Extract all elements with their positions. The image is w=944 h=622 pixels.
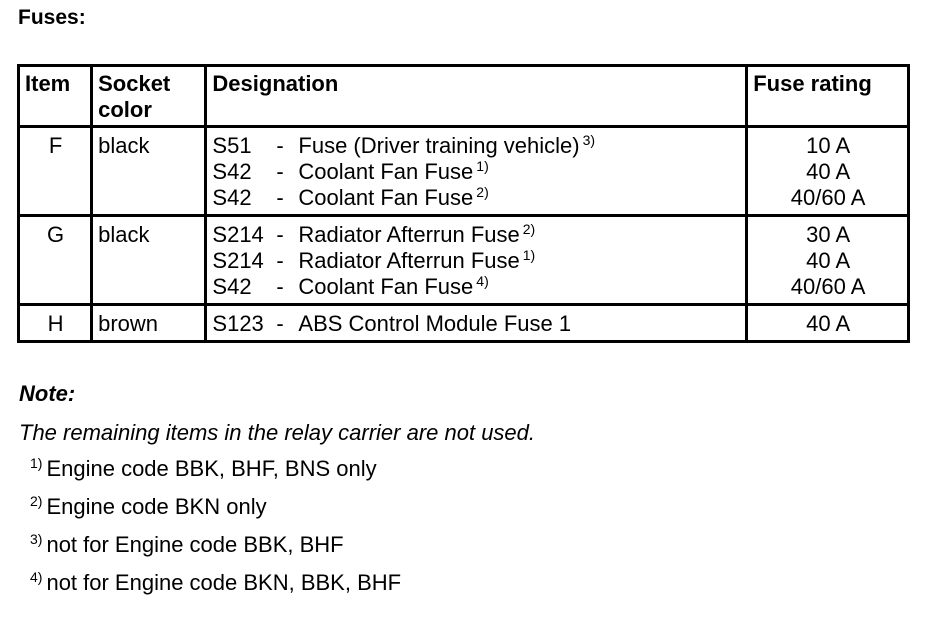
fuse-label: Coolant Fan Fuse — [298, 274, 474, 299]
designation-cell — [206, 127, 747, 216]
fuse-rating-value: 10 A — [806, 133, 851, 158]
designation-line — [212, 274, 741, 300]
note-title: Note: — [19, 381, 76, 406]
separator-dash: - — [276, 185, 284, 210]
footnote-marker: 2) — [30, 493, 43, 509]
item-cell: F — [19, 127, 92, 216]
designation-line — [212, 185, 741, 211]
footnote-ref: 1) — [522, 247, 536, 263]
fuse-rating-value: 40 A — [806, 311, 851, 336]
fuse-label: Coolant Fan Fuse — [298, 185, 474, 210]
footnote-text: Engine code BBK, BHF, BNS only — [46, 456, 377, 481]
separator-dash: - — [276, 133, 284, 158]
separator-dash: - — [276, 274, 284, 299]
fuse-rating-cell — [747, 127, 909, 216]
header-designation: Designation — [206, 66, 747, 127]
note-text: The remaining items in the relay carrier are not used. — [19, 420, 536, 445]
footnote-text: not for Engine code BBK, BHF — [46, 532, 344, 557]
fuse-rating-value: 40/60 A — [790, 185, 866, 210]
header-fuse-rating: Fuse rating — [747, 66, 909, 127]
designation-line — [212, 311, 741, 337]
footnote-item — [30, 570, 401, 608]
designation-cell — [206, 216, 747, 305]
fuse-code: S42 — [212, 274, 252, 299]
designation-line — [212, 248, 741, 274]
fuse-label: Coolant Fan Fuse — [298, 159, 474, 184]
separator-dash: - — [276, 222, 284, 247]
table-row — [19, 305, 909, 342]
footnote-marker: 4) — [30, 569, 43, 585]
item-cell: G — [19, 216, 92, 305]
footnote-item — [30, 532, 401, 570]
fuse-label: Radiator Afterrun Fuse — [298, 248, 520, 273]
footnote-text: Engine code BKN only — [46, 494, 267, 519]
fuse-table — [17, 64, 910, 343]
fuse-rating-value: 40 A — [806, 248, 851, 273]
footnote-text: not for Engine code BKN, BBK, BHF — [46, 570, 402, 595]
footnote-list — [30, 456, 401, 608]
table-row — [19, 127, 909, 216]
footnote-item — [30, 456, 401, 494]
fuse-label: Radiator Afterrun Fuse — [298, 222, 520, 247]
footnote-ref: 2) — [522, 221, 536, 237]
fuse-rating-cell — [747, 305, 909, 342]
fuse-label: ABS Control Module Fuse 1 — [298, 311, 572, 336]
fuse-rating-cell — [747, 216, 909, 305]
table-header-row — [19, 66, 909, 127]
socket-color-cell: brown — [92, 305, 206, 342]
designation-line — [212, 159, 741, 185]
separator-dash: - — [276, 311, 284, 336]
designation-cell — [206, 305, 747, 342]
fuse-rating-value: 40/60 A — [790, 274, 866, 299]
footnote-marker: 3) — [30, 531, 43, 547]
footnote-ref: 4) — [476, 273, 489, 289]
table-row — [19, 216, 909, 305]
fuse-code: S42 — [212, 159, 252, 184]
separator-dash: - — [276, 159, 284, 184]
page-heading: Fuses: — [18, 6, 86, 29]
header-socket-color-line2: color — [98, 97, 152, 122]
designation-line — [212, 222, 741, 248]
footnote-ref: 1) — [476, 158, 489, 174]
footnote-item — [30, 494, 401, 532]
fuse-code: S214 — [212, 248, 264, 273]
header-socket-color-line1: Socket — [98, 71, 171, 96]
separator-dash: - — [276, 248, 284, 273]
fuse-rating-value: 40 A — [806, 159, 851, 184]
fuse-code: S51 — [212, 133, 252, 158]
fuse-code: S42 — [212, 185, 252, 210]
designation-line — [212, 133, 741, 159]
fuse-code: S123 — [212, 311, 264, 336]
fuse-label: Fuse (Driver training vehicle) — [298, 133, 580, 158]
socket-color-cell: black — [92, 127, 206, 216]
item-cell: H — [19, 305, 92, 342]
socket-color-cell: black — [92, 216, 206, 305]
header-socket-color — [92, 66, 206, 127]
fuse-code: S214 — [212, 222, 264, 247]
fuse-rating-value: 30 A — [806, 222, 851, 247]
footnote-ref: 3) — [582, 132, 596, 148]
header-item: Item — [19, 66, 92, 127]
footnote-marker: 1) — [30, 455, 43, 471]
footnote-ref: 2) — [476, 184, 489, 200]
